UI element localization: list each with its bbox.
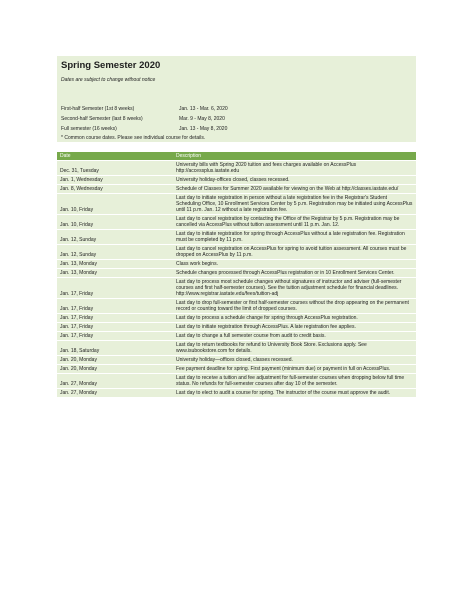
row-description: University holiday-offices closed, classes recessed. [173, 176, 416, 185]
table-row [57, 230, 416, 245]
schedule-row-first-half [61, 104, 412, 114]
table-row [57, 245, 416, 260]
table-row [57, 323, 416, 332]
table-header-row [57, 152, 416, 161]
table-row [57, 260, 416, 269]
table-row [57, 215, 416, 230]
row-date: Jan. 17, Friday [57, 323, 173, 332]
row-date: Dec. 31, Tuesday [57, 161, 173, 176]
table-row [57, 194, 416, 215]
row-description: Last day to cancel registration by contacting the Office of the Registrar by 5 p.m. Registration may be cancelled via AccessPlus without tuition assessment until 11 p.m. Jan. 12. [173, 215, 416, 230]
column-header-date: Date [57, 152, 173, 161]
row-date: Jan. 12, Sunday [57, 230, 173, 245]
table-row [57, 374, 416, 389]
row-date: Jan. 27, Monday [57, 389, 173, 398]
row-description: Last day to cancel registration on AccessPlus for spring to avoid tuition assessment. All courses must be dropped on AccessPlus by 11 p.m. [173, 245, 416, 260]
table-row [57, 299, 416, 314]
row-description: Last day to initiate registration for spring through AccessPlus without a late registration fee. Registration must be completed by 11 p.m. [173, 230, 416, 245]
schedule-row-second-half [61, 114, 412, 124]
row-description: Last day to receive a tuition and fee adjustment for full-semester courses when dropping below full time status. No refunds for full-semester courses after day 10 of the semester. [173, 374, 416, 389]
row-date: Jan. 10, Friday [57, 194, 173, 215]
row-description: Last day to change a full semester course from audit to credit basis. [173, 332, 416, 341]
table-row [57, 356, 416, 365]
row-description: Class work begins. [173, 260, 416, 269]
row-description: Last day to initiate registration through AccessPlus. A late registration fee applies. [173, 323, 416, 332]
row-date: Jan. 17, Friday [57, 332, 173, 341]
row-description: Schedule of Classes for Summer 2020 available for viewing on the Web at http://classes.iastate.edu/ [173, 185, 416, 194]
table-row [57, 314, 416, 323]
row-date: Jan. 17, Friday [57, 278, 173, 299]
common-dates-note: * Common course dates. Please see individual course for details. [61, 135, 206, 141]
row-description: Last day to process a schedule change for spring through AccessPlus registration. [173, 314, 416, 323]
table-row [57, 176, 416, 185]
row-description: University bills with Spring 2020 tuition and fees charges available on AccessPlus http://accessplus.iastate.edu [173, 161, 416, 176]
row-description: Last day to elect to audit a course for spring. The instructor of the course must approve the audit. [173, 389, 416, 398]
row-description: Last day to initiate registration in person without a late registration fee in the Registrar's Student Scheduling Office, 10 Enrollment Services Center by 5 p.m. Registration may be initiated using AccessPlus until 11 p.m. Jan. 12 without a late registration fee. [173, 194, 416, 215]
row-date: Jan. 20, Monday [57, 365, 173, 374]
table-row [57, 185, 416, 194]
table-row [57, 161, 416, 176]
calendar-table [57, 152, 416, 397]
table-row [57, 278, 416, 299]
row-description: Last day to process most schedule changes without signatures of instructor and adviser (full-semester courses and first half-semester courses). See the tuition adjustment schedule for financial deadlines. http://www.registrar.iastate.edu/fees/tuition-adj [173, 278, 416, 299]
table-row [57, 341, 416, 356]
row-description: Fee payment deadline for spring. First payment (minimum due) or payment in full on AccessPlus. [173, 365, 416, 374]
calendar-table-body [57, 161, 416, 398]
schedule-dates: Jan. 13 - Mar. 6, 2020 [179, 106, 228, 112]
schedule-label: Full semester (16 weeks) [61, 126, 117, 132]
row-date: Jan. 18, Saturday [57, 341, 173, 356]
row-date: Jan. 10, Friday [57, 215, 173, 230]
row-date: Jan. 20, Monday [57, 356, 173, 365]
schedule-row-full [61, 124, 412, 134]
row-description: Last day to return textbooks for refund to University Book Store. Exclusions apply. See www.isubookstore.com for details. [173, 341, 416, 356]
table-row [57, 365, 416, 374]
table-row [57, 389, 416, 398]
table-row [57, 332, 416, 341]
row-description: University holiday—offices closed, classes recessed. [173, 356, 416, 365]
row-date: Jan. 12, Sunday [57, 245, 173, 260]
page-title: Spring Semester 2020 [61, 60, 161, 71]
row-date: Jan. 13, Monday [57, 269, 173, 278]
row-description: Schedule changes processed through AccessPlus registration or in 10 Enrollment Services Center. [173, 269, 416, 278]
row-date: Jan. 8, Wednesday [57, 185, 173, 194]
row-date: Jan. 13, Monday [57, 260, 173, 269]
row-date: Jan. 1, Wednesday [57, 176, 173, 185]
column-header-description: Description [173, 152, 416, 161]
change-notice: Dates are subject to change without notice [61, 77, 156, 83]
schedule-label: First-half Semester (1st 8 weeks) [61, 106, 135, 112]
row-date: Jan. 17, Friday [57, 299, 173, 314]
row-date: Jan. 27, Monday [57, 374, 173, 389]
schedule-dates: Jan. 13 - May 8, 2020 [179, 126, 228, 132]
semester-header [57, 56, 416, 142]
row-description: Last day to drop full-semester or first half-semester courses without the drop appearing on the permanent record or counting toward the limit of dropped courses. [173, 299, 416, 314]
schedule-label: Second-half Semester (last 8 weeks) [61, 116, 143, 122]
row-date: Jan. 17, Friday [57, 314, 173, 323]
schedule-dates: Mar. 9 - May 8, 2020 [179, 116, 225, 122]
table-row [57, 269, 416, 278]
